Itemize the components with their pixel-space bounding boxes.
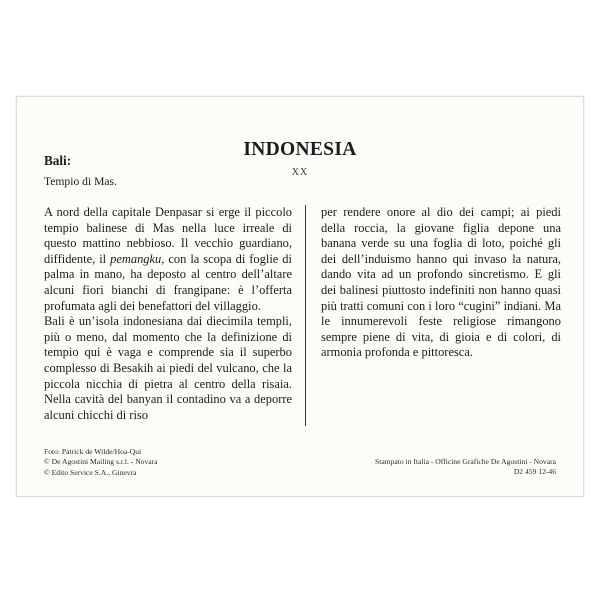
photo-credits — [44, 447, 158, 478]
paragraph-intro-end: , con la scopa di foglie di palma in mano, ha deposto al centro dell’altare alcuni fiori bianchi di frangipane: è l’offerta profumata agli dei benefattori del villaggio. — [44, 251, 292, 313]
text-column-right — [321, 205, 561, 361]
text-column-left — [44, 205, 292, 423]
printer-line: Stampato in Italia - Officine Grafiche De Agostini - Novara — [375, 457, 556, 466]
postcard-back — [16, 96, 584, 497]
card-title: INDONESIA — [243, 139, 357, 160]
paragraph-continued: per rendere onore al dio dei campi; ai piedi della roccia, la giovane figlia depone una banana verde su una foglia di loto, poiché gli dei dell’induismo hanno qui invaso la natura, dando vita ad un profondo sincretismo. E gli dei balinesi piuttosto indefiniti non hanno quasi più tratti comuni con i loro “cugini” indiani. Ma le innumerevoli feste religiose rimangono sempre piene di vita, di gioia e di colori, di armonia profonda e pittoresca. — [321, 205, 561, 360]
paragraph-temples: Bali è un’isola indonesiana dai diecimila templi, più o meno, dal momento che la definizione di tempio qui è vaga e comprende sia il superbo complesso di Besakih ai piedi del vulcano, che la piccola nicchia di pietra al centro della risaia. Nella cavità del banyan il contadino va a deporre alcuni chicchi di riso — [44, 314, 292, 422]
card-subtitle: Tempio di Mas. — [44, 175, 117, 188]
credit-line: Foto: Patrick de Wilde/Hoa-Qui — [44, 447, 142, 456]
paragraph-intro — [44, 205, 292, 314]
italic-term: pemangku — [110, 251, 162, 266]
place-heading: Bali: — [44, 153, 72, 168]
printer-info — [375, 457, 556, 478]
credit-line: © De Agostini Mailing s.r.l. - Novara — [44, 457, 158, 467]
product-code: D2 459 12-46 — [513, 467, 556, 477]
credit-line: © Edito Service S.A., Ginevra — [44, 467, 137, 477]
column-divider — [305, 205, 306, 426]
paragraph-intro-start: A nord della capitale Denpasar si erge il piccolo tempio balinese di Mas nella luce irreale di questo mattino nebbioso. Il vecchio guardiano, diffidente, il — [44, 205, 292, 266]
card-number: XX — [291, 167, 309, 178]
